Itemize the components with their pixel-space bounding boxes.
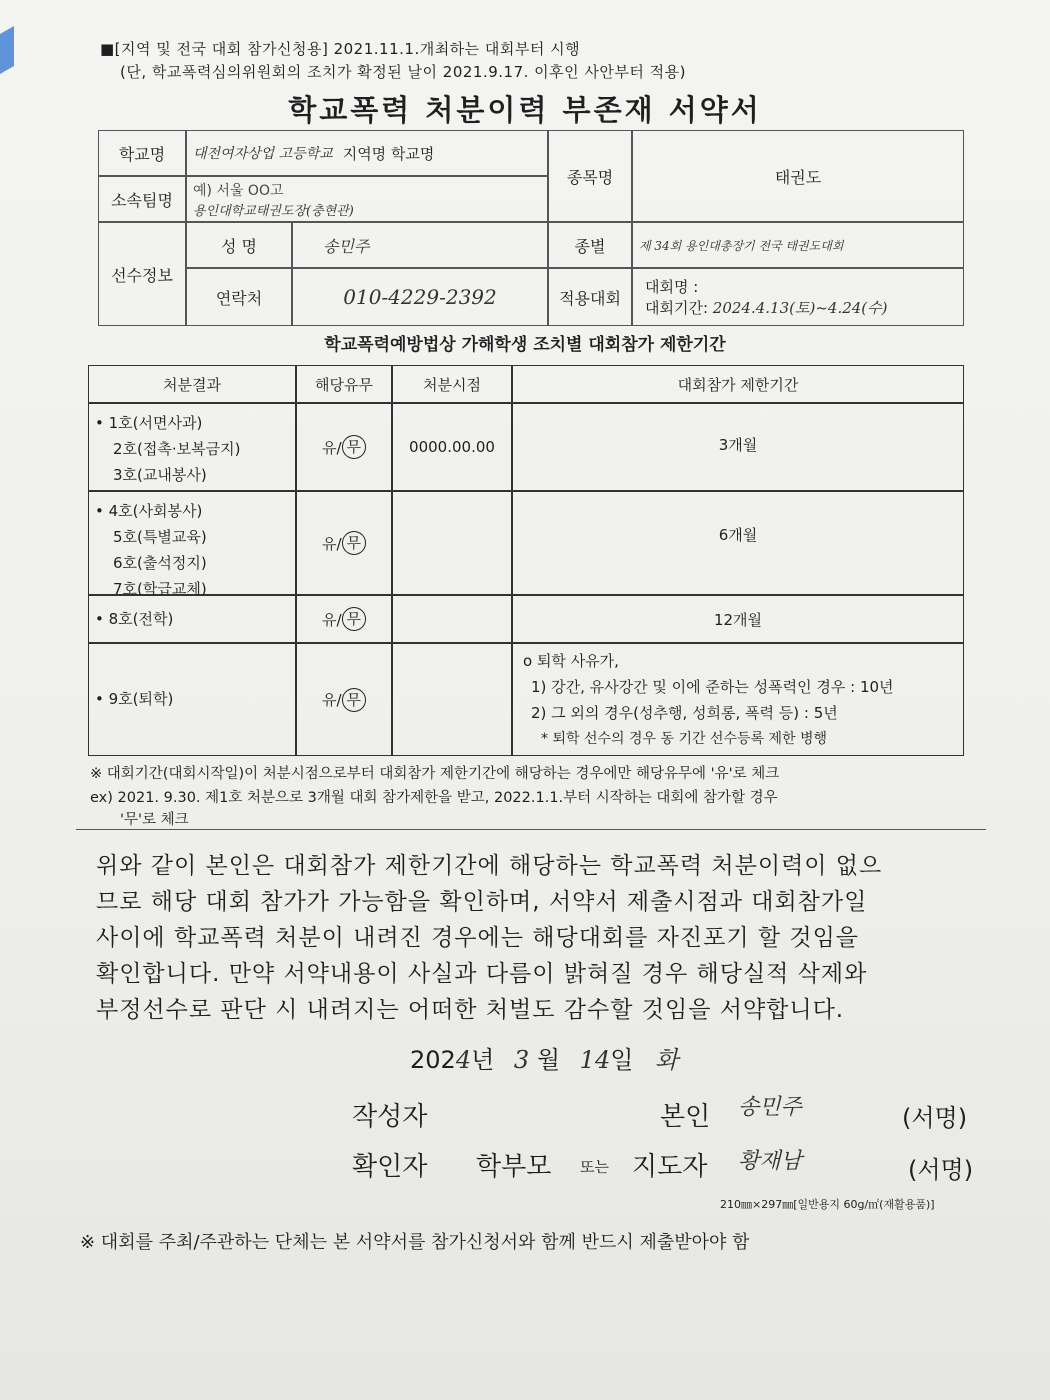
table-header: 처분결과 (88, 365, 296, 403)
contact-value: 010-4229-2392 (292, 268, 548, 326)
event-period (645, 297, 888, 318)
item-label: 6호(출석정지) (113, 554, 207, 572)
writer-label: 작성자 (352, 1102, 428, 1132)
disposition-date: 0000.00.00 (392, 403, 512, 491)
coach-label: 지도자 (632, 1152, 708, 1182)
self-label: 본인 (660, 1102, 711, 1132)
table-header: 처분시점 (392, 365, 512, 403)
parent-label: 학부모 (476, 1152, 552, 1182)
disposition-date (392, 595, 512, 643)
yes-no-cell: 유/ 무 (296, 595, 392, 643)
restriction-period: 6개월 (512, 491, 964, 595)
table-row (88, 403, 296, 491)
name-label: 성 명 (186, 222, 292, 268)
note-3: '무'로 체크 (120, 812, 189, 828)
yes-no-cell: 유/ 무 (296, 403, 392, 491)
coach-sign-label: (서명) (908, 1156, 974, 1184)
self-signature: 송민주 (738, 1095, 802, 1120)
or-label: 또는 (580, 1158, 609, 1176)
day-hand: 14 (579, 1046, 611, 1074)
athlete-label: 선수정보 (98, 222, 186, 326)
divider (76, 829, 986, 830)
school-label: 학교명 (98, 130, 186, 176)
event-period-label: 대회기간: (645, 299, 709, 317)
event-name-label: 대회명 : (645, 278, 699, 296)
disposition-date (392, 491, 512, 595)
yes-no-cell: 유/ 무 (296, 643, 392, 756)
signed-date: 2024년 3 월 14일 화 (410, 1046, 679, 1074)
category-label: 종별 (548, 222, 632, 268)
month-hand: 3 (513, 1046, 530, 1074)
paper-spec: 210㎜×297㎜[일반용지 60g/㎡(재활용품)] (720, 1198, 935, 1211)
footer-note: ※ 대회를 주최/주관하는 단체는 본 서약서를 참가신청서와 함께 반드시 제출받아야 함 (80, 1232, 750, 1253)
document-title: 학교폭력 처분이력 부존재 서약서 (288, 93, 762, 127)
header-line-1: ■[지역 및 전국 대회 참가신청용] 2021.11.1.개최하는 대회부터 시행 (100, 40, 581, 58)
item-label: 3호(교내봉사) (113, 466, 207, 484)
sport-label: 종목명 (548, 130, 632, 222)
table-row (88, 643, 296, 756)
no-checkmark: 무 (342, 435, 367, 459)
expulsion-line: * 퇴학 선수의 경우 동 기간 선수등록 제한 병행 (541, 731, 828, 747)
confirm-label: 확인자 (352, 1152, 428, 1182)
header-line-2: (단, 학교폭력심의위원회의 조치가 확정된 날이 2021.9.17. 이후인 사안부터 적용) (120, 63, 686, 81)
table-row (88, 491, 296, 598)
item-label: 5호(특별교육) (113, 528, 207, 546)
disposition-date (392, 643, 512, 756)
item-label: • 9호(퇴학) (95, 690, 174, 708)
team-value: 용인대학교태권도장(충현관) (193, 203, 354, 219)
contact-label: 연락처 (186, 268, 292, 326)
yes-no-cell: 유/ 무 (296, 491, 392, 595)
pledge-line: 사이에 학교폭력 처분이 내려진 경우에는 해당대회를 자진포기 할 것임을 (96, 925, 860, 951)
item-label: • 1호(서면사과) (95, 414, 203, 432)
no-checkmark: 무 (342, 688, 367, 712)
no-checkmark: 무 (342, 531, 367, 555)
pledge-line: 확인합니다. 만약 서약내용이 사실과 다름이 밝혀질 경우 해당실적 삭제와 (96, 961, 868, 987)
school-cell (186, 130, 548, 176)
item-label: • 4호(사회봉사) (95, 502, 203, 520)
coach-signature: 황재남 (738, 1149, 802, 1174)
item-label: 7호(학급교체) (113, 580, 207, 598)
expulsion-line: o 퇴학 사유가, (523, 652, 619, 670)
weekday-hand: 화 (655, 1046, 679, 1074)
pledge-text (96, 848, 976, 1028)
event-label: 적용대회 (548, 268, 632, 326)
restriction-period: 12개월 (512, 595, 964, 643)
school-value: 대전여자상업 고등학교 (193, 146, 333, 162)
disposition-table (88, 365, 964, 756)
item-label: 2호(접촉·보복금지) (113, 440, 241, 458)
event-cell (632, 268, 964, 326)
sport-value: 태권도 (632, 130, 964, 222)
event-period-value: 2024.4.13(토)~4.24(수) (712, 299, 888, 317)
category-value: 제 34회 용인대총장기 전국 태권도대회 (632, 222, 964, 268)
expulsion-line: 1) 강간, 유사강간 및 이에 준하는 성폭력인 경우 : 10년 (531, 678, 894, 696)
name-value: 송민주 (292, 222, 548, 268)
expulsion-line: 2) 그 외의 경우(성추행, 성희롱, 폭력 등) : 5년 (531, 704, 838, 722)
item-label: • 8호(전학) (95, 610, 174, 628)
note-1: ※ 대회기간(대회시작일)이 처분시점으로부터 대회참가 제한기간에 해당하는 경우에만 해당유무에 '유'로 체크 (90, 766, 780, 782)
pledge-line: 므로 해당 대회 참가가 가능함을 확인하며, 서약서 제출시점과 대회참가일 (96, 889, 868, 915)
year-hand: 4 (455, 1046, 472, 1074)
table-header: 해당유무 (296, 365, 392, 403)
pledge-line: 위와 같이 본인은 대회참가 제한기간에 해당하는 학교폭력 처분이력이 없으 (96, 853, 883, 879)
team-label: 소속팀명 (98, 176, 186, 222)
info-table (98, 130, 964, 326)
edge-mark (0, 26, 14, 74)
self-sign-label: (서명) (902, 1104, 968, 1132)
table-header: 대회참가 제한기간 (512, 365, 964, 403)
note-2: ex) 2021. 9.30. 제1호 처분으로 3개월 대회 참가제한을 받고, 2022.1.1.부터 시작하는 대회에 참가할 경우 (90, 790, 778, 806)
restriction-period: 3개월 (512, 403, 964, 491)
pledge-line: 부정선수로 판단 시 내려지는 어떠한 처벌도 감수할 것임을 서약합니다. (96, 997, 845, 1023)
restriction-period (512, 643, 964, 756)
school-hint: 지역명 학교명 (342, 144, 435, 163)
school-example: 예) 서울 OO고 (193, 182, 284, 199)
no-checkmark: 무 (342, 607, 367, 631)
table-row (88, 595, 296, 643)
table-subtitle: 학교폭력예방법상 가해학생 조치별 대회참가 제한기간 (324, 335, 726, 355)
team-cell (186, 176, 548, 222)
